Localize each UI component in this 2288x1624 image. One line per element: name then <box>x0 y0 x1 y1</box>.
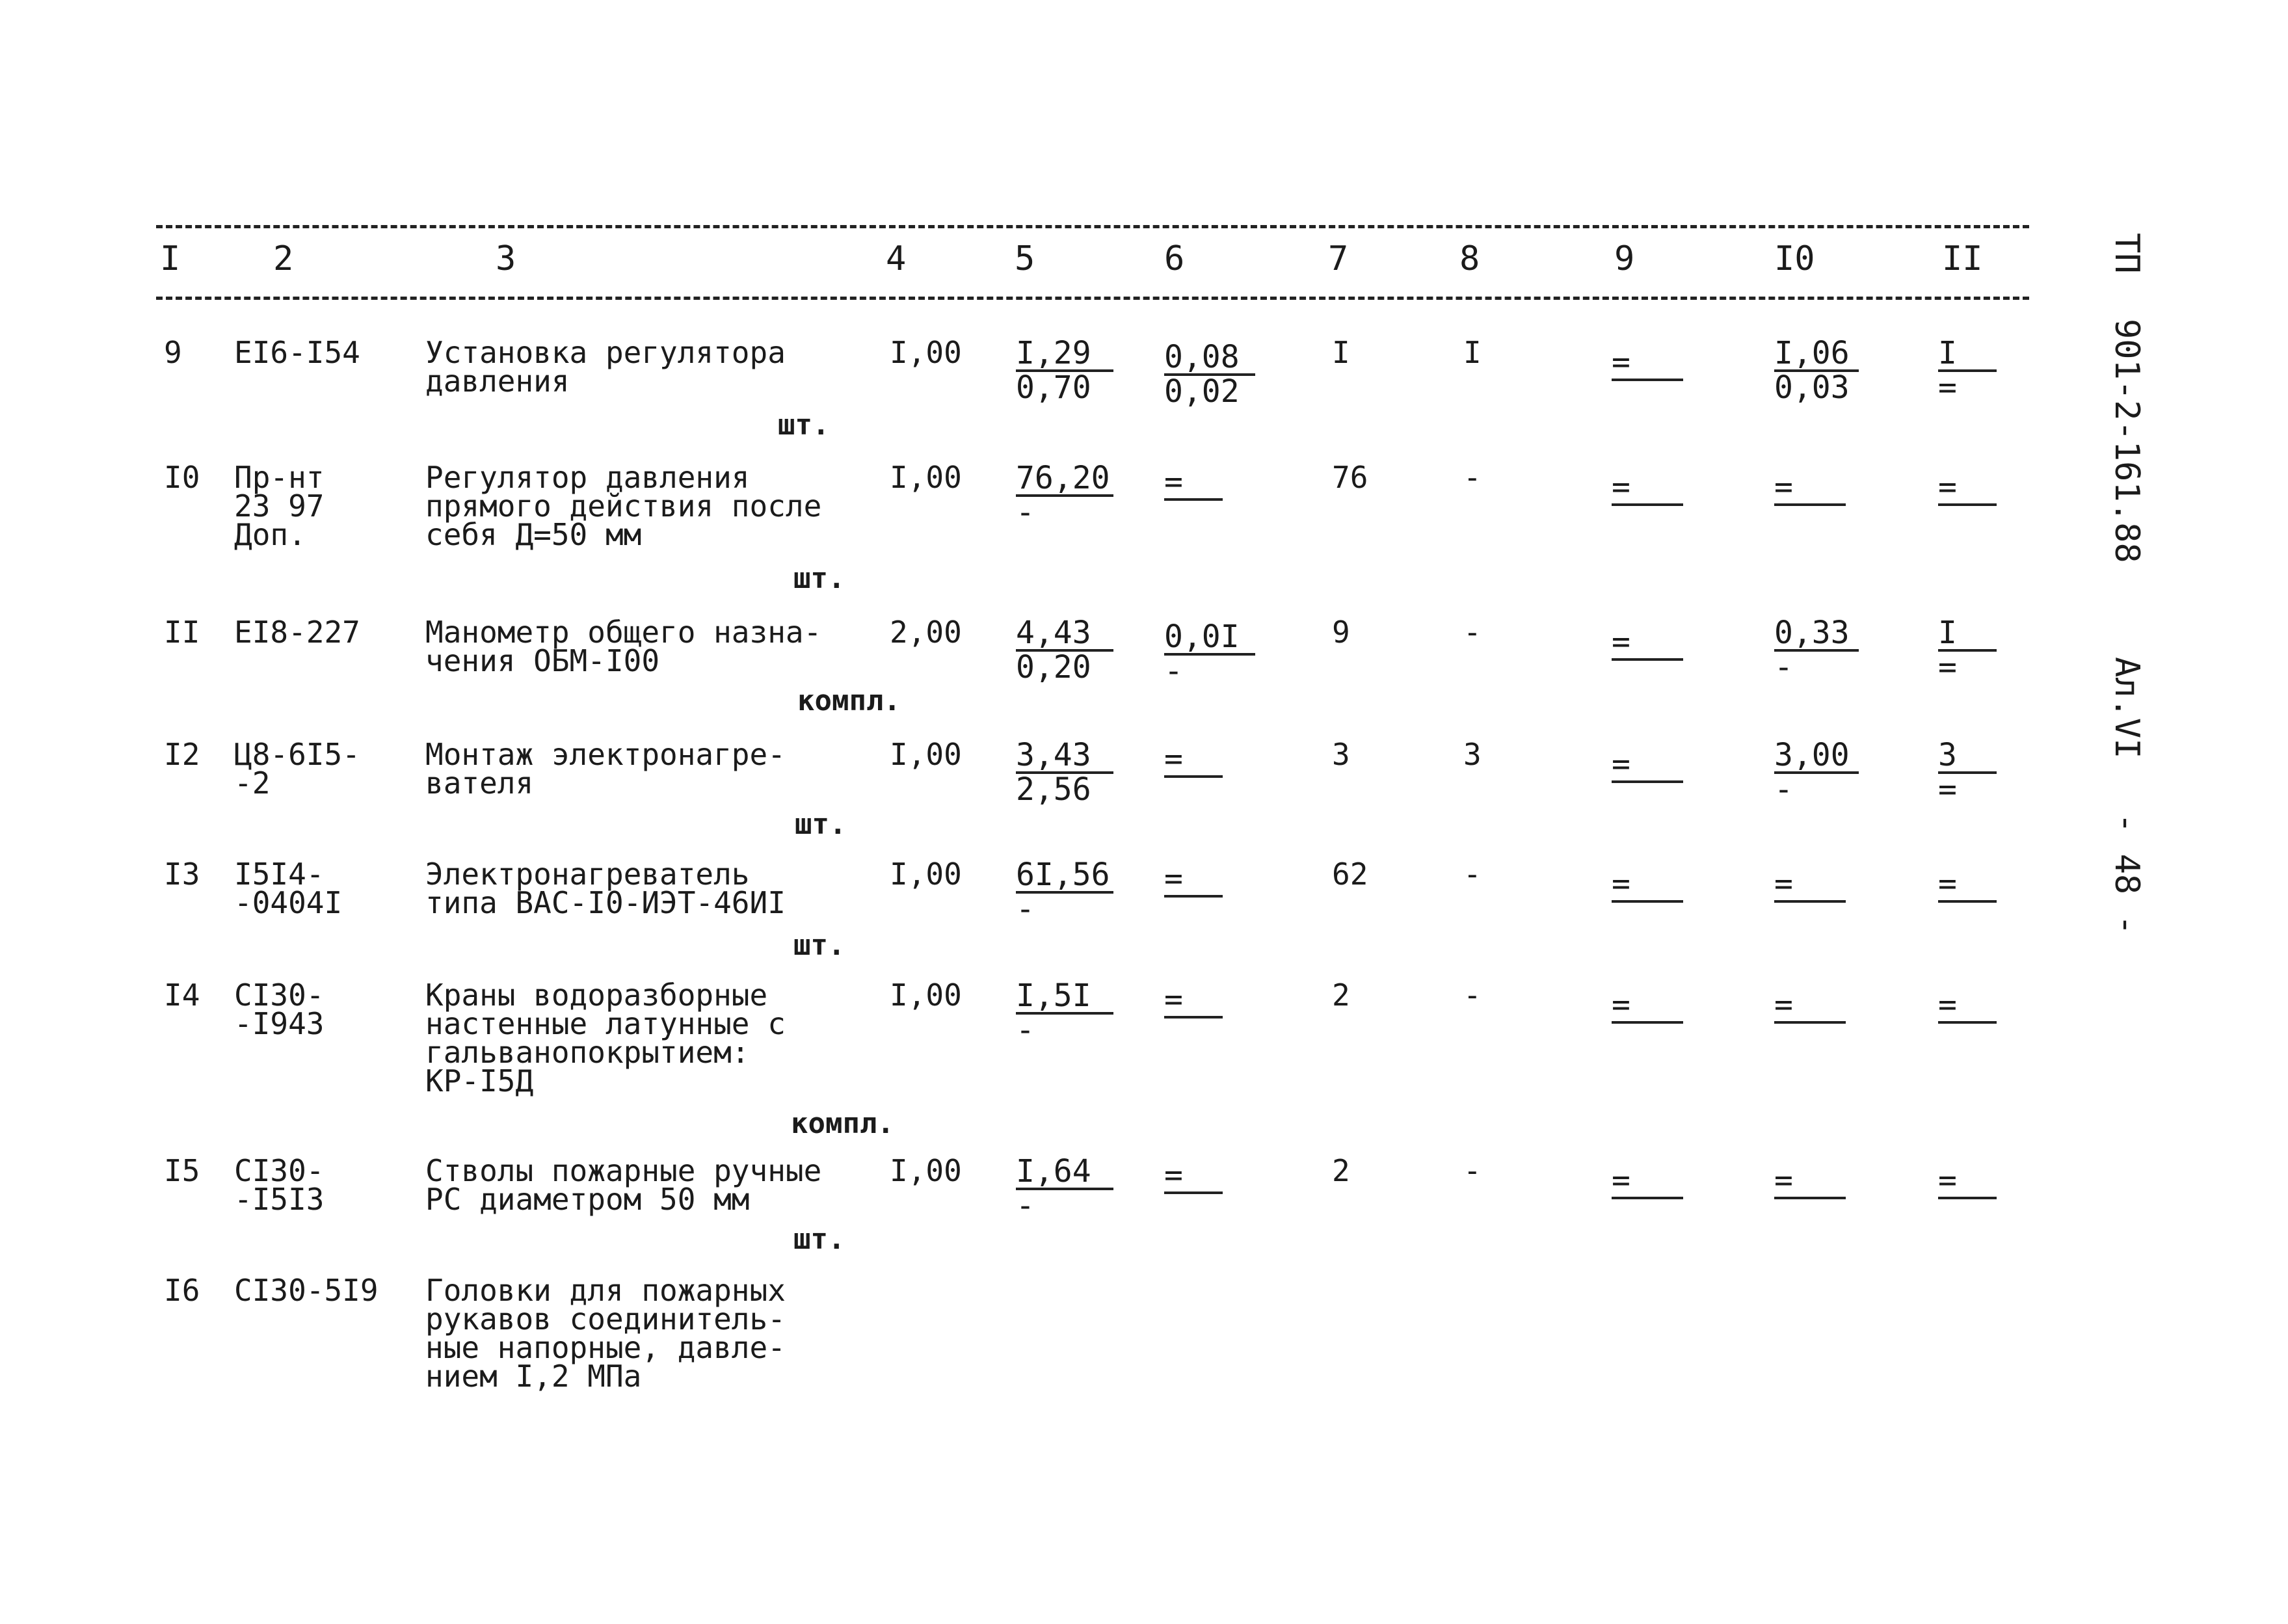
row-col8: - <box>1463 978 1482 1013</box>
row-col5 <box>1016 335 1113 406</box>
row-number: I2 <box>164 737 200 772</box>
row-col11 <box>1938 737 1997 808</box>
row-col10-numerator: = <box>1774 1165 1846 1199</box>
row-col11-denominator: = <box>1938 649 1957 686</box>
row-col6 <box>1164 339 1255 410</box>
row-number: 9 <box>164 335 182 370</box>
col-header-1: I <box>160 239 181 278</box>
row-col9-numerator: = <box>1612 627 1683 661</box>
row-name: себя Д=50 мм <box>425 517 642 552</box>
row-col7: 3 <box>1332 737 1350 772</box>
row-code: -2 <box>234 765 271 801</box>
row-name: прямого действия после <box>425 488 822 524</box>
row-col8: 3 <box>1463 737 1482 772</box>
row-col6 <box>1164 860 1223 899</box>
row-col6-denominator: 0,02 <box>1164 373 1240 410</box>
row-col10 <box>1774 335 1859 406</box>
row-code: -0404I <box>234 885 343 920</box>
col-header-2: 2 <box>273 239 294 278</box>
row-col10-numerator: = <box>1774 990 1846 1024</box>
row-col5-numerator: 76,20 <box>1016 463 1113 497</box>
row-name: настенные латунные с <box>425 1006 786 1041</box>
row-col5-denominator: - <box>1016 891 1035 927</box>
header-bottom-rule <box>156 297 2029 300</box>
row-col9 <box>1612 866 1683 904</box>
row-col11-numerator: = <box>1938 1165 1997 1199</box>
row-name: Головки для пожарных <box>425 1273 786 1308</box>
row-col11-numerator: 3 <box>1938 740 1997 774</box>
col-header-8: 8 <box>1459 239 1480 278</box>
row-unit: шт. <box>793 1223 845 1256</box>
row-col10-numerator: = <box>1774 869 1846 903</box>
row-name: типа ВАС-I0-ИЭТ-46ИI <box>425 885 786 920</box>
side-page: - 48 - <box>2107 813 2146 935</box>
row-number: I5 <box>164 1153 200 1188</box>
row-col5-denominator: - <box>1016 494 1035 531</box>
row-code: Ц8-6I5- <box>234 737 360 772</box>
row-number: I0 <box>164 460 200 495</box>
header-top-rule <box>156 225 2029 228</box>
row-qty: I,00 <box>890 1153 962 1188</box>
row-col5 <box>1016 615 1113 686</box>
row-col9 <box>1612 1162 1683 1201</box>
row-col6 <box>1164 1157 1223 1195</box>
row-code: СI30- <box>234 1153 325 1188</box>
row-col10 <box>1774 866 1846 904</box>
row-name: Установка регулятора <box>425 335 786 370</box>
row-col11 <box>1938 866 1997 904</box>
row-col10-numerator: I,06 <box>1774 338 1859 372</box>
row-name: чения ОБМ-I00 <box>425 643 660 678</box>
row-col7: 9 <box>1332 615 1350 650</box>
row-col10 <box>1774 615 1859 686</box>
row-col11-numerator: = <box>1938 472 1997 506</box>
row-name: Стволы пожарные ручные <box>425 1153 822 1188</box>
row-col9-numerator: = <box>1612 749 1683 783</box>
row-col7: 62 <box>1332 857 1368 892</box>
row-col11-numerator: = <box>1938 990 1997 1024</box>
row-number: I4 <box>164 978 200 1013</box>
row-col5-denominator: 2,56 <box>1016 771 1091 808</box>
row-col8: - <box>1463 857 1482 892</box>
row-col6-numerator: = <box>1164 467 1223 501</box>
row-name: Электронагреватель <box>425 857 750 892</box>
row-code: I5I4- <box>234 857 325 892</box>
row-col11 <box>1938 335 1997 406</box>
row-col10 <box>1774 987 1846 1025</box>
row-col10 <box>1774 469 1846 507</box>
row-col9-numerator: = <box>1612 990 1683 1024</box>
row-col8: - <box>1463 460 1482 495</box>
row-col6-denominator: - <box>1164 653 1183 689</box>
row-col9 <box>1612 624 1683 662</box>
row-col5-numerator: 3,43 <box>1016 740 1113 774</box>
row-qty: I,00 <box>890 737 962 772</box>
row-col9 <box>1612 987 1683 1025</box>
row-qty: I,00 <box>890 857 962 892</box>
col-header-3: 3 <box>496 239 516 278</box>
row-col5-numerator: I,5I <box>1016 981 1113 1015</box>
row-col11 <box>1938 1162 1997 1201</box>
row-name: гальванопокрытием: <box>425 1035 750 1070</box>
row-code: ЕI6-I54 <box>234 335 360 370</box>
row-name: нием I,2 МПа <box>425 1359 642 1394</box>
row-col10-denominator: - <box>1774 771 1793 808</box>
row-col5-numerator: 4,43 <box>1016 618 1113 652</box>
row-col6 <box>1164 619 1255 689</box>
row-col6 <box>1164 464 1223 502</box>
row-col8: - <box>1463 615 1482 650</box>
row-qty: I,00 <box>890 460 962 495</box>
row-qty: 2,00 <box>890 615 962 650</box>
row-col5-denominator: - <box>1016 1188 1035 1224</box>
row-name: давления <box>425 364 570 399</box>
row-col7: 2 <box>1332 1153 1350 1188</box>
row-col11 <box>1938 615 1997 686</box>
row-col10-numerator: 0,33 <box>1774 618 1859 652</box>
row-code: -I943 <box>234 1006 325 1041</box>
row-col11-numerator: I <box>1938 338 1997 372</box>
row-col5-denominator: - <box>1016 1012 1035 1048</box>
row-col11 <box>1938 469 1997 507</box>
side-album: Ал.VI <box>2107 657 2146 759</box>
col-header-9: 9 <box>1614 239 1635 278</box>
row-qty: I,00 <box>890 335 962 370</box>
row-col6-numerator: = <box>1164 985 1223 1018</box>
row-unit: шт. <box>793 562 845 595</box>
row-col6-numerator: 0,0I <box>1164 622 1255 656</box>
row-col10-numerator: = <box>1774 472 1846 506</box>
row-name: рукавов соединитель- <box>425 1301 786 1337</box>
row-col6-numerator: 0,08 <box>1164 342 1255 376</box>
row-col6-numerator: = <box>1164 864 1223 898</box>
row-col11-numerator: = <box>1938 869 1997 903</box>
row-unit: шт. <box>793 929 845 962</box>
row-col5 <box>1016 978 1113 1048</box>
row-name: Краны водоразборные <box>425 978 768 1013</box>
row-col10-denominator: 0,03 <box>1774 369 1850 406</box>
row-col6 <box>1164 981 1223 1020</box>
row-code: Пр-нт <box>234 460 325 495</box>
row-unit: компл. <box>791 1107 894 1140</box>
row-col9-numerator: = <box>1612 347 1683 381</box>
row-col10 <box>1774 737 1859 808</box>
row-col9 <box>1612 469 1683 507</box>
row-name: ные напорные, давле- <box>425 1330 786 1365</box>
row-col5 <box>1016 857 1113 927</box>
row-number: I3 <box>164 857 200 892</box>
row-col9-numerator: = <box>1612 1165 1683 1199</box>
col-header-4: 4 <box>886 239 907 278</box>
row-name: вателя <box>425 765 534 801</box>
row-code: 23 97 <box>234 488 325 524</box>
row-col11 <box>1938 987 1997 1025</box>
row-code: СI30- <box>234 978 325 1013</box>
col-header-5: 5 <box>1015 239 1035 278</box>
row-col9 <box>1612 746 1683 784</box>
row-code: Доп. <box>234 517 306 552</box>
row-col7: 76 <box>1332 460 1368 495</box>
row-col10-numerator: 3,00 <box>1774 740 1859 774</box>
side-code: 901-2-161.88 <box>2107 319 2146 563</box>
row-col5-numerator: I,64 <box>1016 1156 1113 1190</box>
row-col7: 2 <box>1332 978 1350 1013</box>
row-col6 <box>1164 741 1223 779</box>
row-name: Манометр общего назна- <box>425 615 822 650</box>
row-qty: I,00 <box>890 978 962 1013</box>
row-col9-numerator: = <box>1612 472 1683 506</box>
row-name: КР-I5Д <box>425 1063 534 1098</box>
row-col6-numerator: = <box>1164 744 1223 778</box>
row-code: ЕI8-227 <box>234 615 360 650</box>
row-col10-denominator: - <box>1774 649 1793 686</box>
row-name: Монтаж электронагре- <box>425 737 786 772</box>
row-col5 <box>1016 1153 1113 1224</box>
row-col8: - <box>1463 1153 1482 1188</box>
row-col9-numerator: = <box>1612 869 1683 903</box>
row-unit: компл. <box>797 684 901 717</box>
row-col5-denominator: 0,20 <box>1016 649 1091 686</box>
row-col5 <box>1016 737 1113 808</box>
col-header-11: II <box>1942 239 1983 278</box>
col-header-7: 7 <box>1328 239 1349 278</box>
row-col11-denominator: = <box>1938 771 1957 808</box>
row-code: СI30-5I9 <box>234 1273 379 1308</box>
row-number: II <box>164 615 200 650</box>
side-series: ТП <box>2107 233 2146 274</box>
row-col9 <box>1612 344 1683 382</box>
row-code: -I5I3 <box>234 1182 325 1217</box>
row-number: I6 <box>164 1273 200 1308</box>
row-col5-numerator: 6I,56 <box>1016 860 1113 894</box>
col-header-10: I0 <box>1774 239 1815 278</box>
row-col8: I <box>1463 335 1482 370</box>
row-col7: I <box>1332 335 1350 370</box>
row-col5-denominator: 0,70 <box>1016 369 1091 406</box>
row-col5-numerator: I,29 <box>1016 338 1113 372</box>
row-col11-denominator: = <box>1938 369 1957 406</box>
row-col10 <box>1774 1162 1846 1201</box>
row-name: Регулятор давления <box>425 460 750 495</box>
row-col5 <box>1016 460 1113 531</box>
row-name: РС диаметром 50 мм <box>425 1182 750 1217</box>
col-header-6: 6 <box>1164 239 1185 278</box>
row-unit: шт. <box>795 808 847 841</box>
row-unit: шт. <box>778 408 830 442</box>
row-col6-numerator: = <box>1164 1160 1223 1194</box>
row-col11-numerator: I <box>1938 618 1997 652</box>
